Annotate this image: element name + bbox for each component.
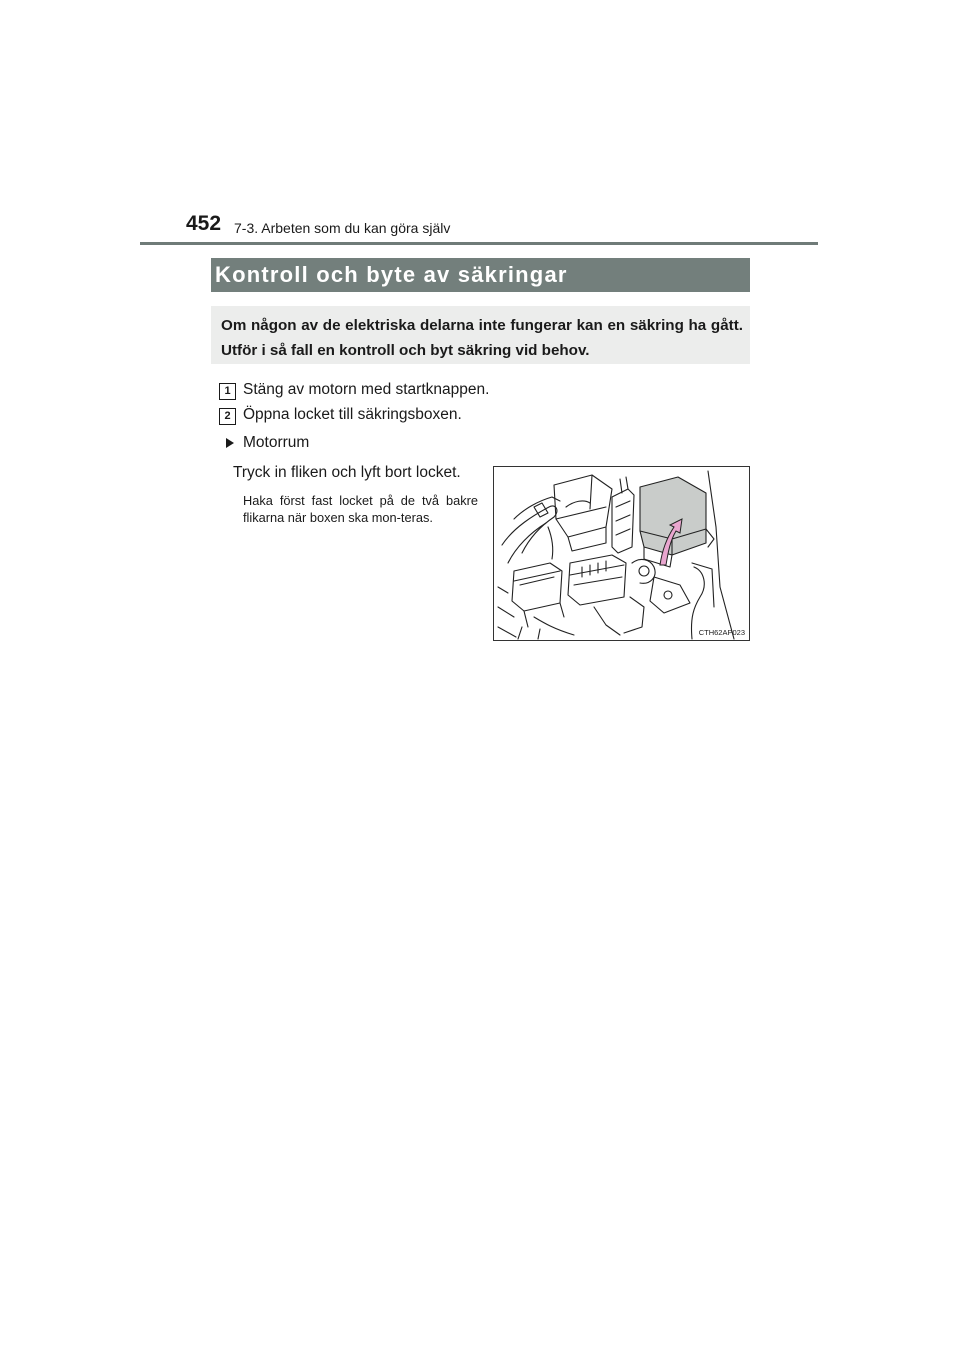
step-number-badge: 2	[219, 408, 236, 425]
page-number: 452	[186, 212, 222, 235]
step-text: Öppna locket till säkringsboxen.	[243, 406, 462, 423]
section-path: 7-3. Arbeten som du kan göra själv	[234, 220, 451, 236]
instruction-text: Tryck in fliken och lyft bort locket.	[233, 464, 461, 481]
engine-bay-illustration	[493, 466, 750, 641]
step-text: Stäng av motorn med startknappen.	[243, 381, 490, 398]
bullet-triangle-icon	[226, 438, 234, 448]
fuse-box-drawing	[494, 467, 749, 640]
intro-text: Om någon av de elektriska delarna inte fungerar kan en säkring ha gått. Utför i så fall en kontroll och byt säkring vid behov.	[221, 317, 743, 359]
figure-code: CTH62AP023	[698, 628, 745, 637]
subsection-heading: Motorrum	[243, 434, 310, 451]
step-number-badge: 1	[219, 383, 236, 400]
section-title: Kontroll och byte av säkringar	[215, 262, 568, 287]
note-text: Haka först fast locket på de två bakre flikarna när boxen ska mon-teras.	[243, 493, 478, 525]
header-divider	[140, 242, 818, 245]
